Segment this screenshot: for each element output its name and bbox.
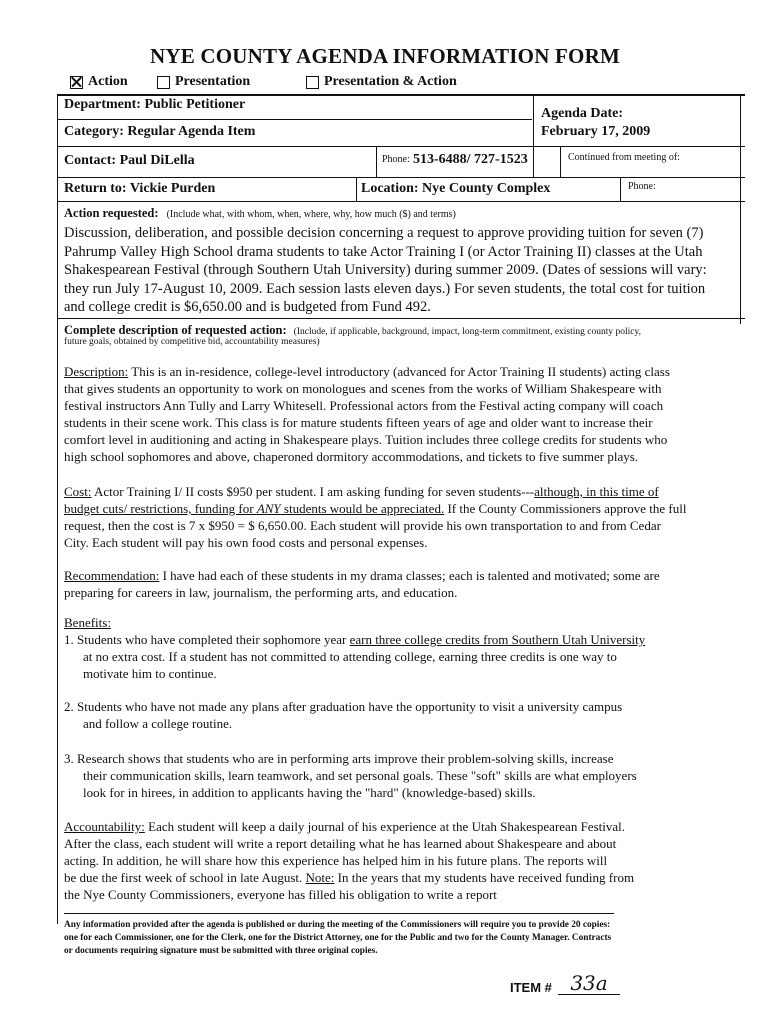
col-rule: [620, 177, 621, 201]
benefits-heading: Benefits:: [64, 615, 111, 630]
option-presentation-action[interactable]: Presentation & Action: [306, 74, 457, 90]
item-number: 33a: [558, 972, 620, 995]
complete-description-hint: future goals, obtained by competitive bid, accountability measures): [64, 337, 320, 347]
agenda-date-value: February 17, 2009: [541, 124, 651, 139]
rule: [57, 177, 745, 178]
option-presentation[interactable]: Presentation: [157, 74, 250, 90]
recommendation-section: Recommendation: I have had each of these students in my drama classes; each is talented and motivated; some are preparing for careers in law, journalism, the performing arts, and education.: [64, 568, 660, 600]
footer-rule: [64, 913, 614, 914]
complete-description-heading: Complete description of requested action: (Include, if applicable, background, impact, long-term commitment, existing county policy,: [64, 323, 642, 337]
checkbox-icon[interactable]: [306, 76, 319, 89]
col-rule: [356, 177, 357, 201]
checked-box-icon[interactable]: [70, 76, 83, 89]
item-label: ITEM #: [510, 980, 552, 995]
rule: [57, 201, 745, 202]
agenda-date-label: Agenda Date:: [541, 106, 624, 121]
phone2-label: Phone:: [628, 181, 656, 192]
option-action[interactable]: Action: [70, 74, 128, 90]
phone-value: 513-6488/ 727-1523: [413, 152, 528, 167]
cost-section: Cost: Actor Training I/ II costs $950 per student. I am asking funding for seven students---although, in this time of budget cuts/ restrictions, funding for ANY students would be appreciated. If the County Commissioners approve the full request, then the cost is 7 x $950 = $ 6,650.00. Each student will provide his own transportation to and from Cedar City. Each student will pay his own food costs and personal expenses.: [64, 484, 687, 550]
rule: [57, 146, 745, 147]
return-to-field: Return to: Vickie Purden: [64, 181, 216, 196]
accountability-section: Accountability: Each student will keep a daily journal of his experience at the Utah Shakespearean Festival. After the class, each student will write a report detailing what he has learned about Shakespeare and about acting. In addition, he will share how this experience has helped him in his future plans. The reports will be due the first week of school in late August. Note: In the years that my students have received funding from the Nye County Commissioners, everyone has filled his obligation to write a report: [64, 819, 635, 902]
col-rule: [533, 94, 534, 177]
contact-field: Contact: Paul DiLella: [64, 153, 195, 168]
header-top-rule: [57, 94, 745, 96]
description-section: Description: This is an in-residence, college-level introductory (advanced for Actor Training II students) acting class that gives students an opportunity to work on monologues and scenes from the works of William Shakespeare with festival instructors Ann Tully and Larry Whitesell. Professional actors from the Festival acting company will coach students in their scene work. This class is for mature students fifteen years of age and older want to increase their comfort level in auditioning and acting in Shakespeare plays. Tuition includes three college credits for students who high school sophomores and above, chaperoned dormitory accommodations, and tickets to five summer plays.: [64, 364, 670, 464]
action-requested-text: Discussion, deliberation, and possible decision concerning a request to approve providing tuition for seven (7) Pahrump Valley High School drama students to take Actor Training I (or Actor Training II) classes at the Utah Shakespearean Festival (through Southern Utah University) during summer 2009. (Dates of sessions will vary: they run July 17-August 10, 2009. Each session lasts eleven days.) For seven students, the total cost for tuition and college credit is $6,650.00 and is budgeted from Fund 492.: [64, 225, 707, 315]
continued-from-label: Continued from meeting of:: [568, 152, 680, 163]
benefit-1: 1. Students who have completed their sophomore year earn three college credits from Southern Utah University at no extra cost. If a student has not committed to attending college, earning three credits is one way to motivate him to continue.: [64, 632, 646, 681]
left-margin-rule: [57, 94, 58, 924]
footer-notice: Any information provided after the agenda is published or during the meeting of the Commissioners will require you to provide 20 copies: one for each Commissioner, one for the Clerk, one for the District Attorney, one for the Public and two for the County Manager. Contracts or documents requiring signature must be submitted with three original copies.: [64, 920, 612, 956]
col-rule: [560, 146, 561, 177]
department-field: Department: Public Petitioner: [64, 97, 246, 112]
benefit-2: 2. Students who have not made any plans after graduation have the opportunity to visit a university campus and follow a college routine.: [64, 699, 623, 731]
checkbox-icon[interactable]: [157, 76, 170, 89]
benefit-3: 3. Research shows that students who are in performing arts improve their problem-solving skills, increase their communication skills, learn teamwork, and set personal goals. These "soft" skills are what employers look for in hirees, in addition to applicants having the "hard" (knowledge-based) skills.: [64, 751, 637, 800]
rule: [57, 318, 745, 319]
rule: [57, 119, 532, 120]
category-field: Category: Regular Agenda Item: [64, 124, 256, 139]
location-field: Location: Nye County Complex: [361, 181, 551, 196]
phone-label: Phone:: [382, 154, 410, 165]
col-rule: [376, 146, 377, 177]
action-requested-heading: Action requested: (Include what, with whom, when, where, why, how much ($) and terms): [64, 206, 456, 220]
form-title: NYE COUNTY AGENDA INFORMATION FORM: [150, 44, 620, 68]
